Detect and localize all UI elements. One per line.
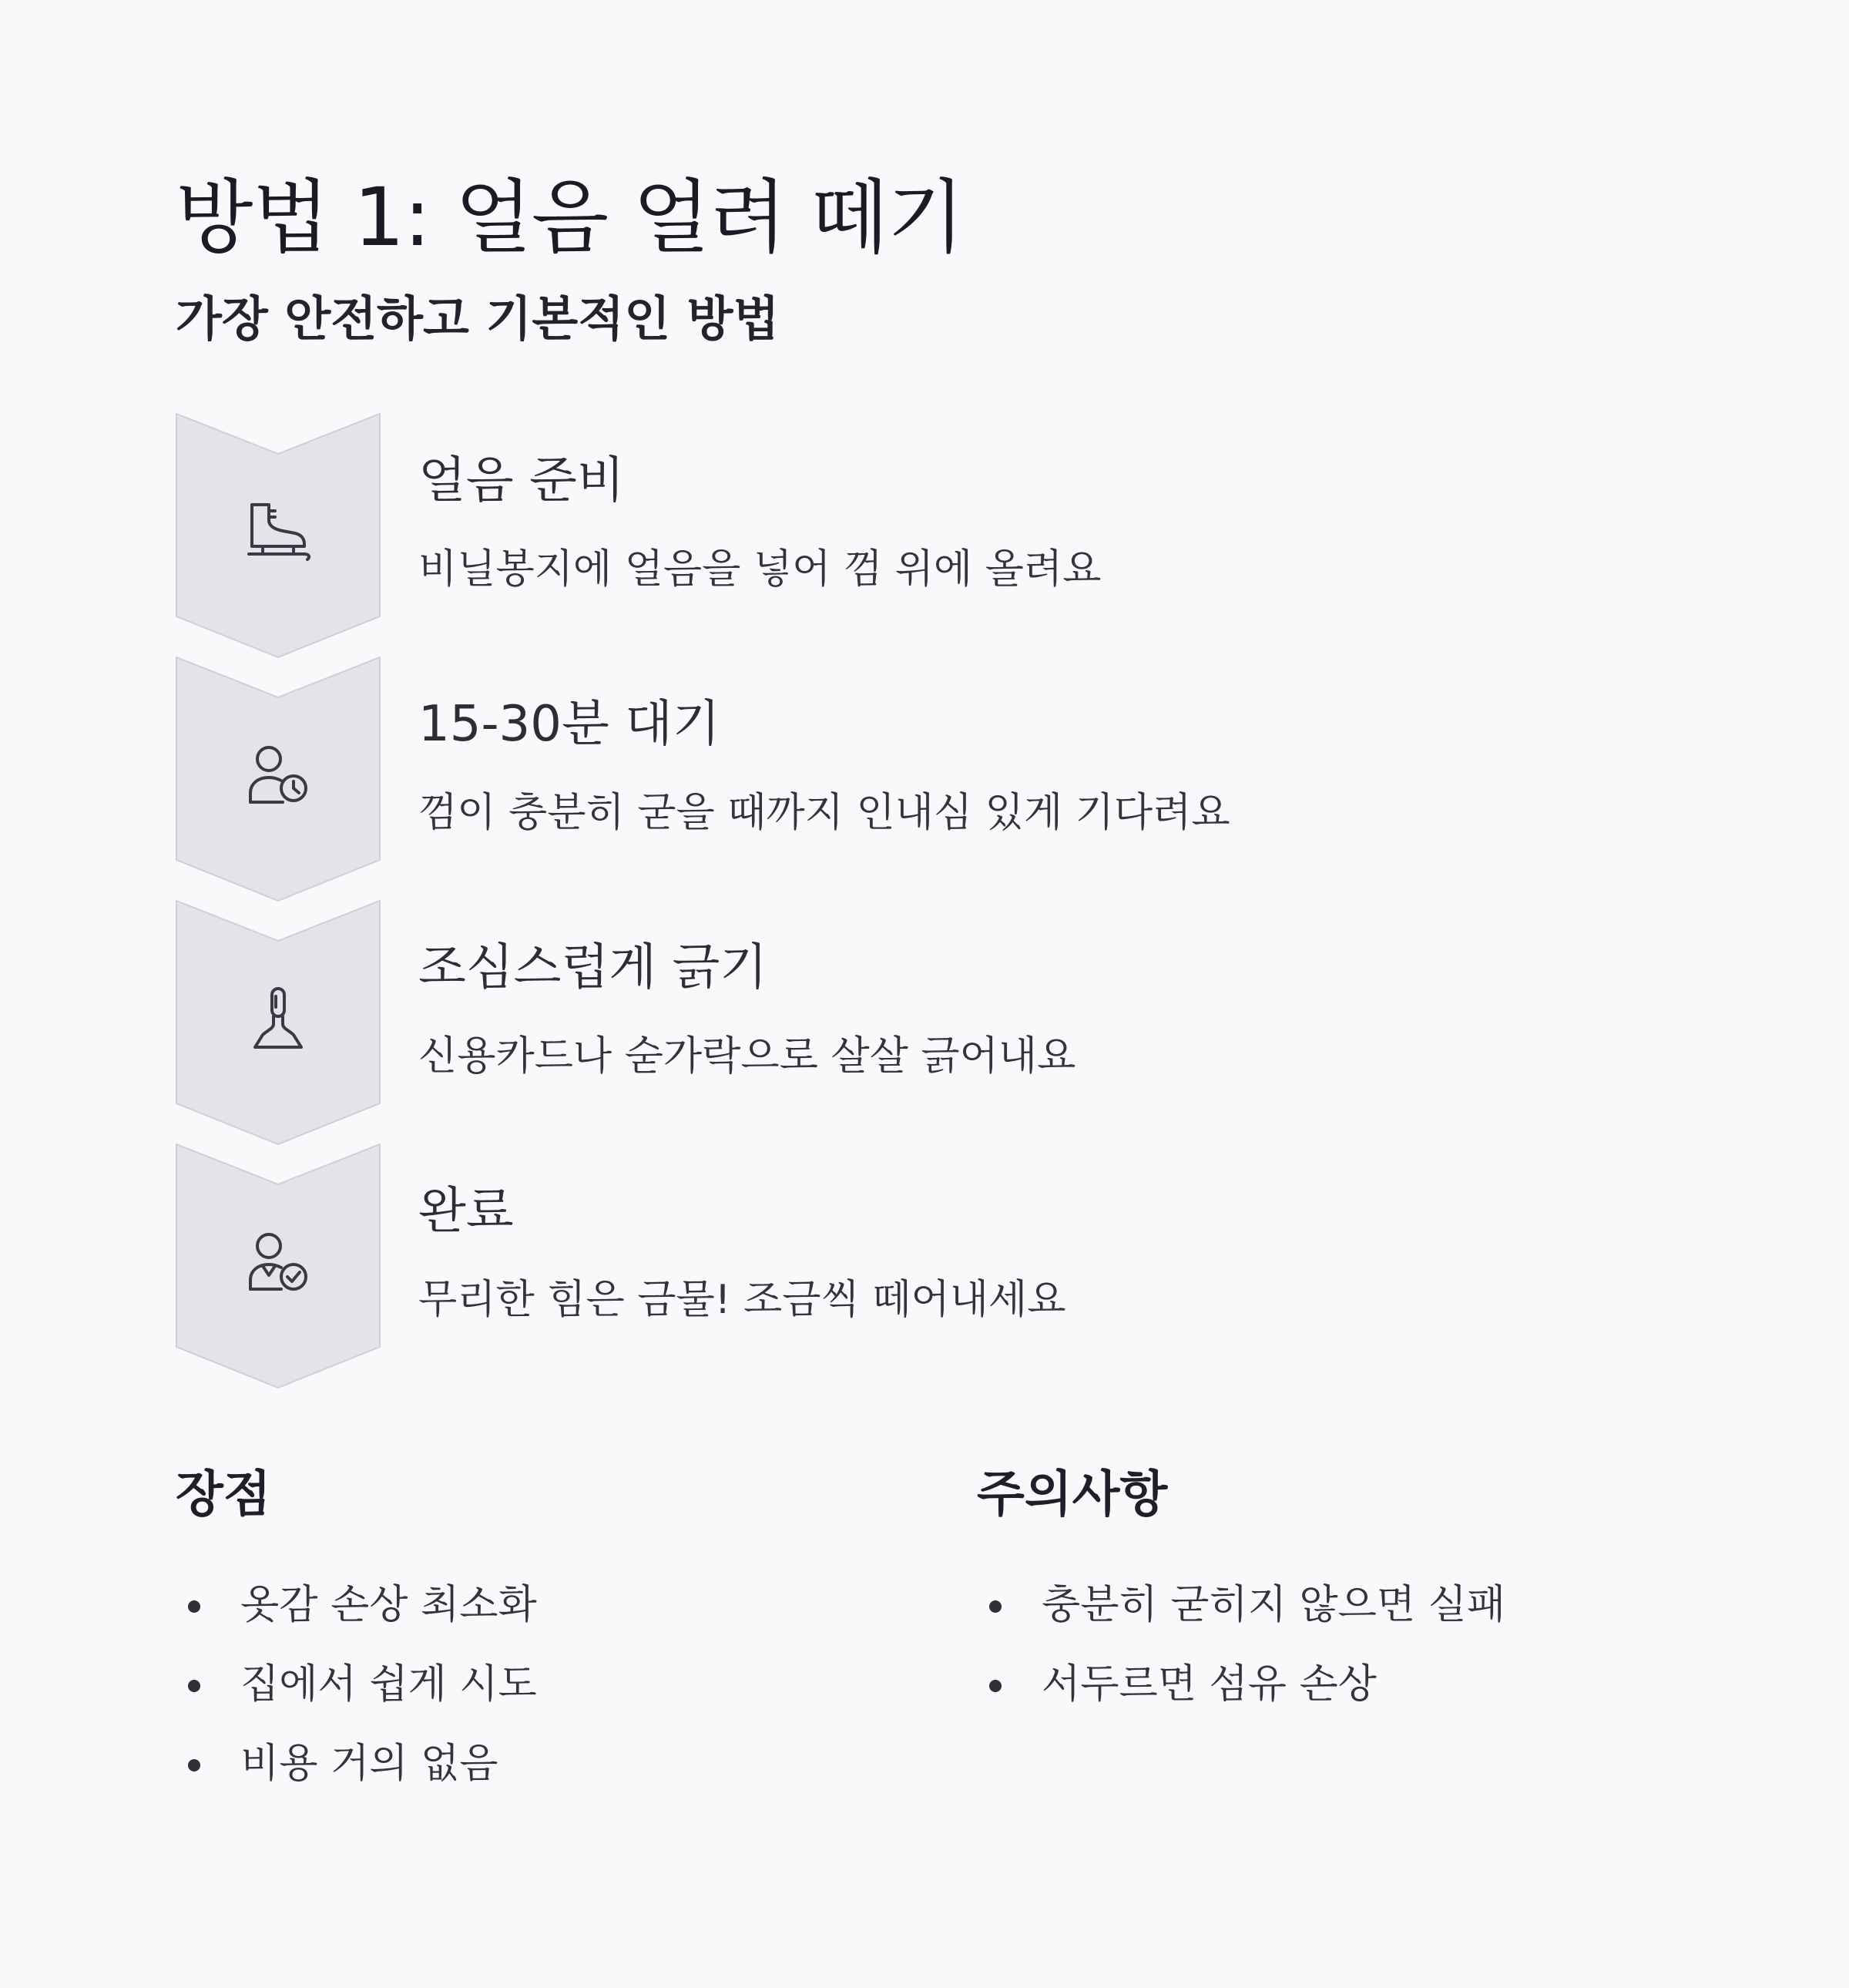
- step-description: 신용카드나 숟가락으로 살살 긁어내요: [418, 1033, 1076, 1080]
- bullet-icon: [989, 1600, 1002, 1613]
- scraper-icon: [240, 984, 317, 1061]
- pros-title: 장점: [176, 1466, 271, 1523]
- step-title: 15-30분 대기: [418, 696, 720, 753]
- ice-skate-icon: [240, 497, 317, 574]
- list-item: [176, 1659, 537, 1738]
- pros-list: [176, 1580, 537, 1818]
- list-item: [977, 1580, 1505, 1659]
- step-description: 껌이 충분히 굳을 때까지 인내심 있게 기다려요: [418, 790, 1230, 836]
- step-item-1: [176, 413, 1673, 658]
- step-title: 완료: [418, 1183, 514, 1240]
- step-description: 무리한 힘은 금물! 조금씩 떼어내세요: [418, 1277, 1066, 1323]
- step-description: 비닐봉지에 얼음을 넣어 껌 위에 올려요: [418, 546, 1102, 593]
- step-chevron: [176, 900, 381, 1145]
- list-item-text: 서두르면 섬유 손상: [1042, 1661, 1377, 1708]
- page-title: 방법 1: 얼음 얼려 떼기: [176, 170, 965, 264]
- step-item-2: [176, 657, 1673, 902]
- list-item-text: 비용 거의 없음: [240, 1741, 498, 1787]
- step-chevron: [176, 413, 381, 658]
- user-check-icon: [240, 1227, 317, 1305]
- list-item-text: 충분히 굳히지 않으면 실패: [1042, 1582, 1506, 1628]
- bullet-icon: [188, 1680, 200, 1692]
- pros-section: [176, 1464, 869, 1787]
- cautions-title: 주의사항: [977, 1466, 1168, 1523]
- cautions-list: [977, 1580, 1505, 1738]
- cautions-section: [977, 1464, 1670, 1708]
- step-chevron: [176, 1143, 381, 1389]
- list-item: [176, 1738, 537, 1818]
- user-clock-icon: [240, 740, 317, 818]
- bullet-icon: [188, 1600, 200, 1613]
- step-title: 얼음 준비: [418, 452, 625, 509]
- list-item-text: 옷감 손상 최소화: [240, 1582, 537, 1628]
- list-item: [176, 1580, 537, 1659]
- bullet-icon: [989, 1680, 1002, 1692]
- step-item-4: [176, 1143, 1673, 1389]
- page-subtitle: 가장 안전하고 기본적인 방법: [176, 290, 780, 347]
- bullet-icon: [188, 1759, 200, 1771]
- list-item-text: 집에서 쉽게 시도: [240, 1661, 537, 1708]
- step-title: 조심스럽게 긁기: [418, 939, 768, 996]
- list-item: [977, 1659, 1505, 1738]
- step-item-3: [176, 900, 1673, 1145]
- step-chevron: [176, 657, 381, 902]
